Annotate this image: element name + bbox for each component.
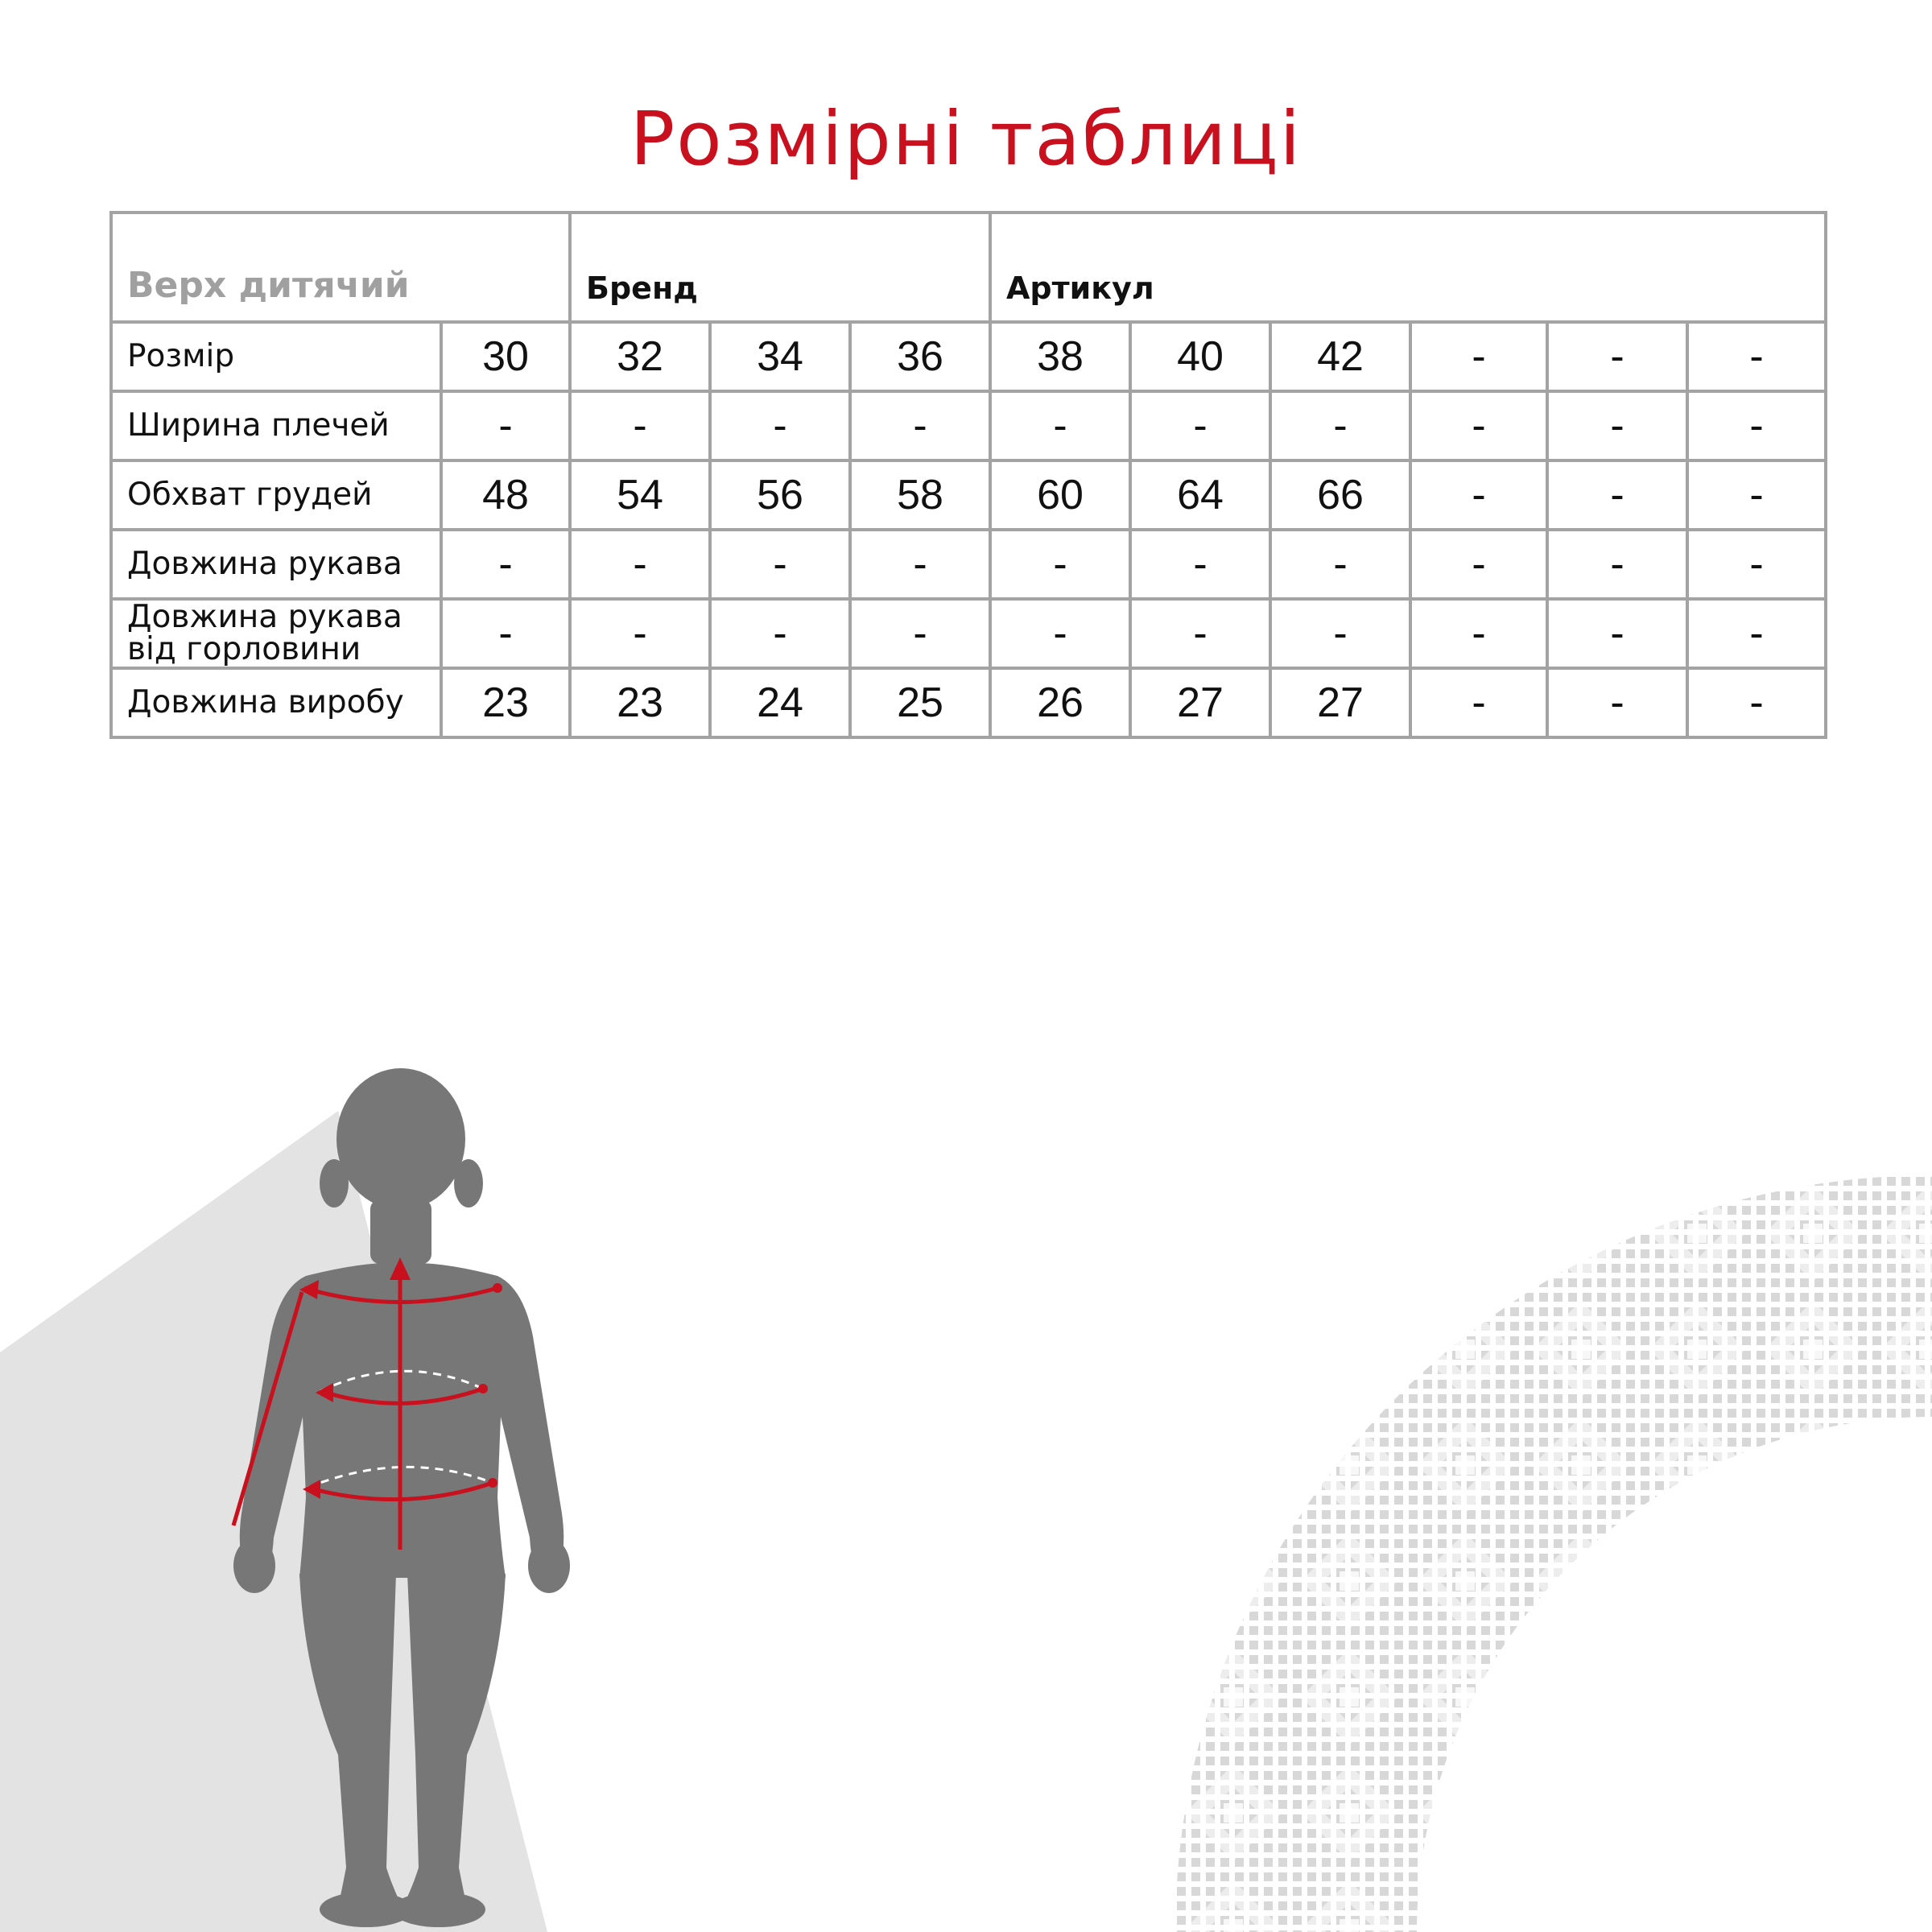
table-cell: 27 <box>1270 668 1410 737</box>
table-cell: - <box>1270 391 1410 460</box>
table-cell: - <box>1547 599 1687 668</box>
table-cell: - <box>1410 668 1547 737</box>
table-cell: - <box>710 530 850 599</box>
row-label: Довжина рукава <box>111 530 441 599</box>
table-cell: - <box>441 599 570 668</box>
table-cell: 38 <box>990 322 1130 391</box>
table-cell: 32 <box>570 322 710 391</box>
table-row <box>111 530 1826 599</box>
size-table <box>109 211 1827 739</box>
row-label: Довжина виробу <box>111 668 441 737</box>
table-cell: - <box>850 530 990 599</box>
table-cell: - <box>990 530 1130 599</box>
table-row <box>111 391 1826 460</box>
table-cell: 23 <box>570 668 710 737</box>
table-cell: - <box>1687 391 1826 460</box>
row-label: Обхват грудей <box>111 460 441 530</box>
table-cell: - <box>850 599 990 668</box>
row-label: Ширина плечей <box>111 391 441 460</box>
table-cell: 66 <box>1270 460 1410 530</box>
table-cell: - <box>710 599 850 668</box>
table-cell: - <box>1547 322 1687 391</box>
table-row <box>111 460 1826 530</box>
table-cell: 26 <box>990 668 1130 737</box>
table-cell: - <box>570 391 710 460</box>
table-cell: - <box>1270 599 1410 668</box>
table-cell: - <box>1410 599 1547 668</box>
table-cell: - <box>1547 460 1687 530</box>
table-row <box>111 668 1826 737</box>
table-cell: - <box>1410 322 1547 391</box>
table-cell: - <box>441 391 570 460</box>
table-cell: 23 <box>441 668 570 737</box>
row-label: Розмір <box>111 322 441 391</box>
table-cell: - <box>1547 530 1687 599</box>
table-cell: 24 <box>710 668 850 737</box>
table-cell: - <box>1410 391 1547 460</box>
table-cell: 64 <box>1130 460 1270 530</box>
table-cell: 25 <box>850 668 990 737</box>
table-cell: 34 <box>710 322 850 391</box>
table-cell: - <box>1547 391 1687 460</box>
table-cell: 36 <box>850 322 990 391</box>
table-cell: - <box>1687 599 1826 668</box>
table-cell: - <box>1687 668 1826 737</box>
table-cell: 27 <box>1130 668 1270 737</box>
table-row <box>111 322 1826 391</box>
category-label: Верх дитячий <box>111 213 570 322</box>
table-cell: 30 <box>441 322 570 391</box>
table-cell: - <box>441 530 570 599</box>
table-cell: - <box>1687 460 1826 530</box>
table-cell: - <box>1410 460 1547 530</box>
table-cell: 60 <box>990 460 1130 530</box>
table-cell: 58 <box>850 460 990 530</box>
table-cell: 40 <box>1130 322 1270 391</box>
table-cell: - <box>1130 391 1270 460</box>
table-cell: - <box>1130 530 1270 599</box>
page-title: Розмірні таблиці <box>630 96 1302 182</box>
article-label: Артикул <box>990 213 1826 322</box>
table-cell: 42 <box>1270 322 1410 391</box>
row-label: Довжина рукава від горловини <box>111 599 441 668</box>
table-header-row <box>111 213 1826 322</box>
table-cell: - <box>570 530 710 599</box>
table-cell: - <box>850 391 990 460</box>
table-cell: - <box>1687 530 1826 599</box>
table-cell: - <box>710 391 850 460</box>
table-cell: 56 <box>710 460 850 530</box>
table-cell: - <box>1270 530 1410 599</box>
table-row <box>111 599 1826 668</box>
table-cell: 54 <box>570 460 710 530</box>
table-cell: - <box>1687 322 1826 391</box>
brand-label: Бренд <box>570 213 990 322</box>
table-cell: - <box>1130 599 1270 668</box>
table-cell: 48 <box>441 460 570 530</box>
table-cell: - <box>990 391 1130 460</box>
table-cell: - <box>990 599 1130 668</box>
table-cell: - <box>1410 530 1547 599</box>
table-cell: - <box>1547 668 1687 737</box>
table-cell: - <box>570 599 710 668</box>
